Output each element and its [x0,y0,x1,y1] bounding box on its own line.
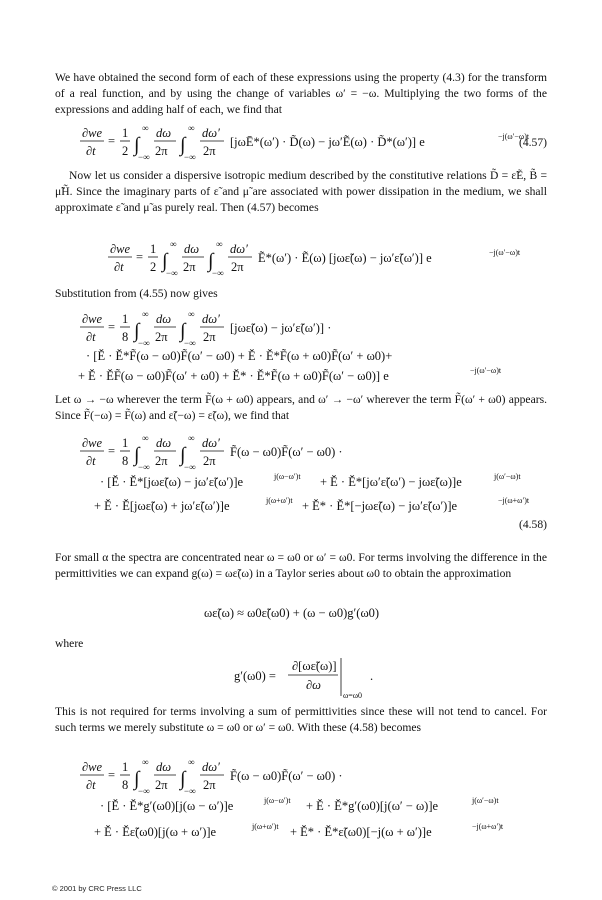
paragraph-6: where [55,637,84,650]
svg-text:∫: ∫ [162,250,168,272]
svg-text:+ Ě* · Ě*[−jωε̃(ω) − jω′ε̃(ω′): + Ě* · Ě*[−jωε̃(ω) − jω′ε̃(ω′)]e [302,499,458,513]
svg-text:∂ω: ∂ω [306,678,322,692]
equation-number-4-57: (4.57) [518,136,547,149]
svg-text:−∞: −∞ [138,152,150,162]
svg-text:· [Ě · Ě*F̃(ω − ω0)F̃(ω′ − ω0): · [Ě · Ě*F̃(ω − ω0)F̃(ω′ − ω0) + Ě · Ě*F̃(ω + ω0)F̃(ω′ + ω0)+ [86,349,393,363]
coef-numerator: 1 [122,126,129,140]
svg-text:∞: ∞ [216,239,223,249]
svg-text:−∞: −∞ [184,152,196,162]
svg-text:2π: 2π [203,330,216,344]
svg-text:∂we: ∂we [110,242,131,256]
svg-text:∫: ∫ [208,250,214,272]
integral-sign-1: ∫ [134,134,140,156]
svg-text:F̃(ω − ω0)F̃(ω′ − ω0) ·: F̃(ω − ω0)F̃(ω′ − ω0) · [230,445,343,459]
svg-text:∫: ∫ [134,320,140,342]
svg-text:2π: 2π [183,260,196,274]
copyright-footer: © 2001 by CRC Press LLC [52,884,142,893]
paragraph-3: Substitution from (4.55) now gives [55,287,218,300]
svg-text:2π: 2π [203,778,216,792]
equation-g-prime [0,654,602,700]
svg-text:j(ω−ω′)t: j(ω−ω′)t [264,796,291,805]
svg-text:1: 1 [122,436,129,450]
lhs-denominator: ∂t [86,144,96,158]
svg-text:dω′: dω′ [202,760,220,774]
svg-text:−j(ω′−ω)t: −j(ω′−ω)t [489,248,521,257]
svg-text:dω: dω [156,126,172,140]
svg-text:dω: dω [156,760,172,774]
svg-text:+ Ě · Ěε̃(ω0)[j(ω + ω′)]e: + Ě · Ěε̃(ω0)[j(ω + ω′)]e [94,825,217,839]
svg-text:∂t: ∂t [86,778,96,792]
paragraph-2: Now let us consider a dispersive isotropic medium described by the constitutive relations D̃ = ε̃Ẽ, B̃ = μ̃H̃. Since the imaginary parts of ε̃ and μ̃ are associated with power dissipation in the medium, we shall approximate ε̃ and μ̃ as purely real. Then (4.57) becomes [55,169,547,215]
svg-text:=: = [108,320,116,334]
svg-text:∫: ∫ [180,444,186,466]
svg-text:∞: ∞ [142,757,149,767]
svg-text:−∞: −∞ [138,462,150,472]
svg-text:−∞: −∞ [166,268,178,278]
svg-text:∞: ∞ [142,123,149,133]
svg-text:∞: ∞ [188,309,195,319]
svg-text:−∞: −∞ [138,786,150,796]
svg-text:∞: ∞ [170,239,177,249]
svg-text:8: 8 [122,454,129,468]
svg-text:∫: ∫ [134,444,140,466]
svg-text:=: = [136,250,144,264]
svg-text:∞: ∞ [142,433,149,443]
paragraph-4: Let ω → −ω wherever the term F̃(ω + ω0) appears, and ω′ → −ω′ wherever the term F̃(ω′ + ω0) appears. Since F̃(−ω) = F̃(ω) and ε̃(−ω) = ε̃(ω), we find that [55,393,547,423]
svg-text:dω′: dω′ [202,312,220,326]
svg-text:∞: ∞ [188,123,195,133]
svg-text:∂t: ∂t [86,454,96,468]
svg-text:· [Ě · Ě*[jωε̃(ω) − jω′ε̃(ω′)]: · [Ě · Ě*[jωε̃(ω) − jω′ε̃(ω′)]e [100,475,244,489]
svg-text:· [Ě · Ě*g′(ω0)[j(ω − ω′)]e: · [Ě · Ě*g′(ω0)[j(ω − ω′)]e [100,799,234,813]
svg-text:8: 8 [122,330,129,344]
svg-text:−∞: −∞ [138,338,150,348]
svg-text:∂we: ∂we [82,436,103,450]
svg-text:∫: ∫ [134,768,140,790]
svg-text:F̃(ω − ω0)F̃(ω′ − ω0) ·: F̃(ω − ω0)F̃(ω′ − ω0) · [230,769,343,783]
svg-text:g′(ω0) =: g′(ω0) = [234,669,276,683]
svg-text:2: 2 [150,260,157,274]
svg-text:dω: dω [156,312,172,326]
svg-text:−j(ω+ω′)t: −j(ω+ω′)t [472,822,504,831]
svg-text:∂we: ∂we [82,760,103,774]
svg-text:∞: ∞ [142,309,149,319]
svg-text:+ Ě* · Ě*ε̃(ω0)[−j(ω + ω′)]e: + Ě* · Ě*ε̃(ω0)[−j(ω + ω′)]e [290,825,432,839]
equation-b [0,236,602,280]
equation-c [0,306,602,384]
svg-text:[jωε̃(ω) − jω′ε̃(ω′)] ·: [jωε̃(ω) − jω′ε̃(ω′)] · [230,321,332,335]
svg-text:j(ω+ω′)t: j(ω+ω′)t [252,822,279,831]
coef-denominator: 2 [122,144,129,158]
svg-text:+ Ě · Ě[jωε̃(ω) + jω′ε̃(ω′)]e: + Ě · Ě[jωε̃(ω) + jω′ε̃(ω′)]e [94,499,230,513]
svg-text:∂t: ∂t [114,260,124,274]
svg-text:∂t: ∂t [86,330,96,344]
svg-text:j(ω−ω′)t: j(ω−ω′)t [274,472,301,481]
equation-4-58 [0,430,602,534]
svg-text:−j(ω′−ω)t: −j(ω′−ω)t [470,366,502,375]
eq457-exponent: −j(ω′−ω)t [498,132,530,141]
svg-text:2π: 2π [203,454,216,468]
integral-sign-2: ∫ [180,134,186,156]
svg-text:∞: ∞ [188,757,195,767]
svg-text:2π: 2π [155,454,168,468]
paragraph-7: This is not required for terms involving a sum of permittivities since these will not tend to cancel. For such terms we merely substitute ω = ω0 or ω′ = ω0. With these (4.58) becomes [55,705,547,735]
svg-text:∂[ωε̃(ω)]: ∂[ωε̃(ω)] [292,659,337,673]
svg-text:=: = [108,768,116,782]
svg-text:−j(ω+ω′)t: −j(ω+ω′)t [498,496,530,505]
equation-approximation [0,600,602,624]
svg-text:−∞: −∞ [184,786,196,796]
eq457-body: [jωĒ*(ω′) · D̃(ω) − jω′Ẽ(ω) · D̃*(ω′)] e [230,135,425,149]
svg-text:dω: dω [156,436,172,450]
svg-text:+ Ě · Ě*[jω′ε̃(ω′) − jωε̃(ω)]e: + Ě · Ě*[jω′ε̃(ω′) − jωε̃(ω)]e [320,475,462,489]
svg-text:j(ω′−ω)t: j(ω′−ω)t [494,472,521,481]
svg-text:2π: 2π [155,330,168,344]
svg-text:dω′: dω′ [202,126,220,140]
svg-text:ω=ω0: ω=ω0 [343,691,363,700]
svg-text:∫: ∫ [180,320,186,342]
equation-4-57 [0,120,602,164]
svg-text:2π: 2π [203,144,216,158]
svg-text:+ Ě · ĚF̃(ω − ω0)F̃(ω′ + ω0) +: + Ě · ĚF̃(ω − ω0)F̃(ω′ + ω0) + Ě* · Ě*F̃(ω + ω0)F̃(ω′ − ω0)] e [78,369,389,383]
svg-text:=: = [108,444,116,458]
svg-text:ωε̃(ω) ≈ ω0ε̃(ω0) + (ω − ω0)g′: ωε̃(ω) ≈ ω0ε̃(ω0) + (ω − ω0)g′(ω0) [204,606,380,620]
svg-text:j(ω′−ω)t: j(ω′−ω)t [472,796,499,805]
svg-text:∫: ∫ [180,768,186,790]
svg-text:dω: dω [184,242,200,256]
svg-text:1: 1 [150,242,157,256]
svg-text:−∞: −∞ [212,268,224,278]
svg-text:.: . [370,669,374,683]
paragraph-5: For small α the spectra are concentrated near ω = ω0 or ω′ = ω0. For terms involving the difference in the permittivities we can expand g(ω) = ωε̃(ω) in a Taylor series about ω0 to obtain the approximation [55,551,547,581]
paragraph-1: We have obtained the second form of each of these expressions using the property (4.3) for the transform of a real function, and by using the change of variables ω′ = −ω. Multiplying the two forms of the expressions and adding half of each, we find that [55,71,547,117]
svg-text:dω′: dω′ [230,242,248,256]
svg-text:1: 1 [122,312,129,326]
svg-text:dω′: dω′ [202,436,220,450]
svg-text:=: = [108,134,116,148]
svg-text:2π: 2π [231,260,244,274]
svg-text:−∞: −∞ [184,338,196,348]
svg-text:Ẽ*(ω′) · Ẽ(ω) [jωε̃(ω) − jω′ε̃: Ẽ*(ω′) · Ẽ(ω) [jωε̃(ω) − jω′ε̃(ω′)] e [258,251,432,265]
lhs-numerator: ∂we [82,126,103,140]
svg-text:∂we: ∂we [82,312,103,326]
svg-text:+ Ě · Ě*g′(ω0)[j(ω′ − ω)]e: + Ě · Ě*g′(ω0)[j(ω′ − ω)]e [306,799,439,813]
svg-text:1: 1 [122,760,129,774]
equation-4-57-svg [0,120,602,164]
equation-number-4-58: (4.58) [518,518,547,531]
svg-text:j(ω+ω′)t: j(ω+ω′)t [266,496,293,505]
svg-text:∞: ∞ [188,433,195,443]
svg-text:2π: 2π [155,144,168,158]
svg-text:2π: 2π [155,778,168,792]
svg-text:−∞: −∞ [184,462,196,472]
equation-f [0,754,602,850]
svg-text:8: 8 [122,778,129,792]
